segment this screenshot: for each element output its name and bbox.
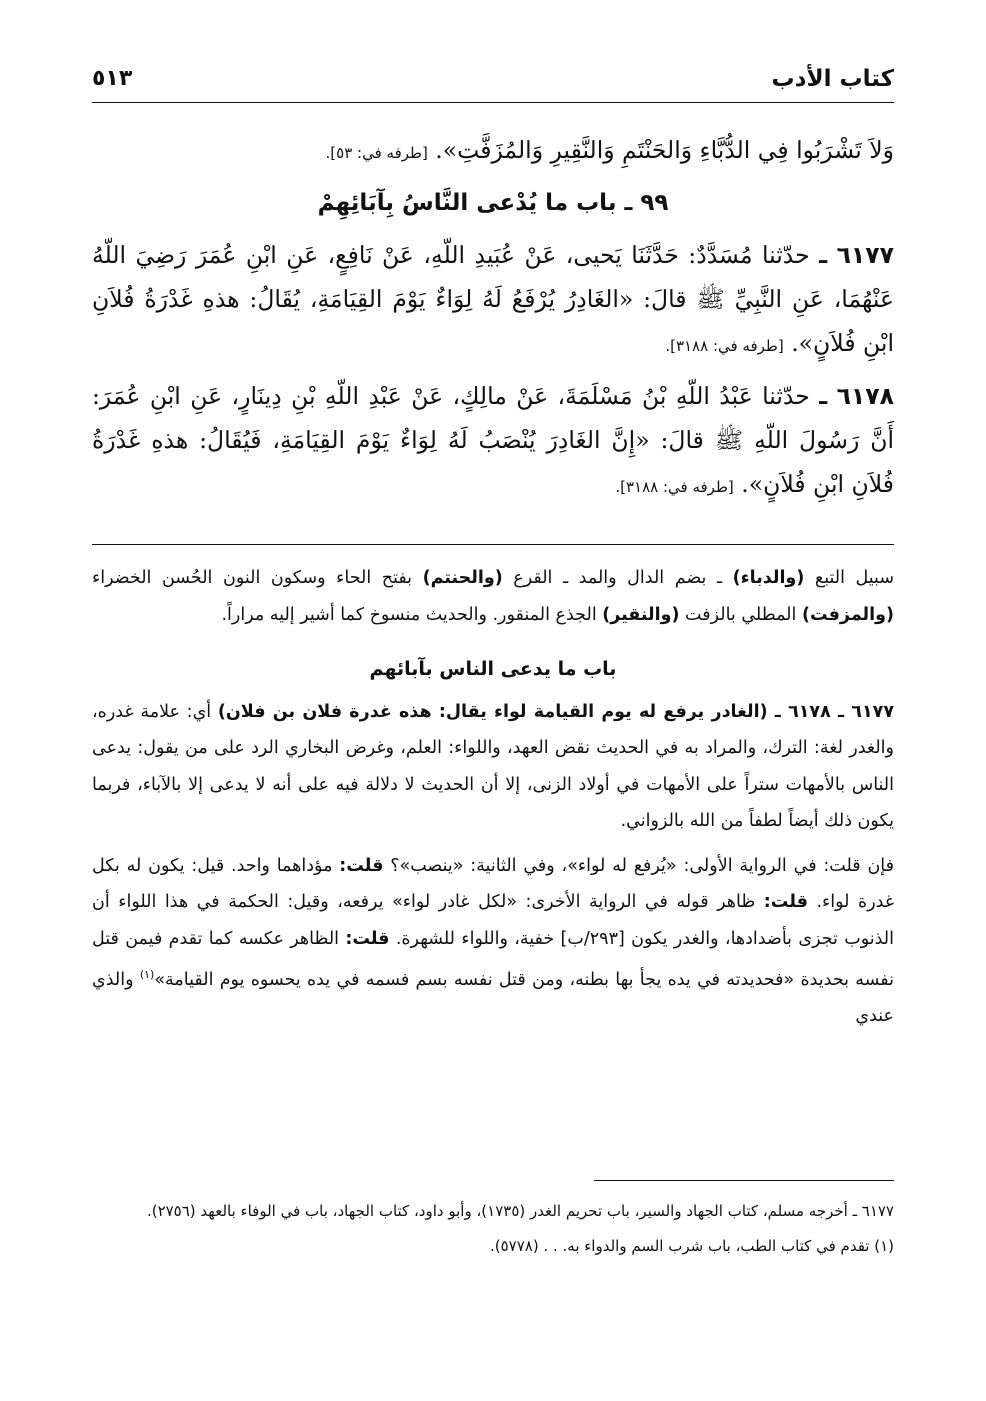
hadith-separator: ـ — [819, 241, 828, 269]
hadith-separator: ـ — [819, 382, 828, 410]
page-number: ٥١٣ — [92, 66, 133, 91]
commentary-term: (والمزفت) — [801, 604, 894, 625]
commentary-term: (والدباء) — [732, 568, 805, 588]
commentary-term: (والنقير) — [602, 604, 680, 625]
commentary-text: مؤداهما واحد. قيل: يكون له بكل غدرة لواء. — [92, 855, 894, 912]
hadith-paragraph — [92, 374, 894, 509]
hadith-text: حدّثنا مُسَدَّدٌ: حَدَّثَنَا يَحيى، عَنْ عُبَيدِ اللّهِ، عَنْ نَافِعٍ، عَنِ ابْنِ عُمَرَ رَضِيَ اللّهُ عَنْهُمَا، عَنِ النَّبِيِّ ﷺ قالَ: «الغَادِرُ يُرْفَعُ لَهُ لِوَاءٌ يَوْمَ القِيَامَةِ، يُقَالُ: هذهِ غَدْرَةُ فُلاَنِ ابْنِ فُلاَنٍ». — [92, 241, 894, 357]
section-divider — [92, 544, 894, 545]
commentary-text: الظاهر عكسه كما تقدم فيمن قتل نفسه بحديدة «فحديدته في يده يجأ بها بطنه، ومن قتل نفسه بسم فسمه في يده يحسوه يوم القيامة» — [92, 928, 895, 990]
cross-reference: [طرفه في: ٣١٨٨]. — [615, 478, 734, 496]
commentary-chapter-title: باب ما يدعى الناس بآبائهم — [369, 658, 617, 680]
commentary-text: والذي عندي — [92, 969, 894, 1027]
footnote-takhrij: ٦١٧٧ ـ أخرجه مسلم، كتاب الجهاد والسير، باب تحريم الغدر (١٧٣٥)، وأبو داود، كتاب الجهاد، باب في الوفاء بالعهد (٢٧٥٦). — [146, 1202, 894, 1220]
commentary-text: فإن قلت: في الرواية الأولى: «يُرفع له لواء»، وفي الثانية: «ينصب»؟ — [383, 855, 894, 876]
commentary-text: الجذع المنقور. والحديث منسوخ كما أشير إليه مراراً. — [221, 604, 603, 625]
commentary-text: بفتح الحاء وسكون النون الحُسن الخضراء — [92, 568, 423, 588]
hadith-paragraph — [92, 233, 894, 368]
hadith-number: ٦١٧٧ — [836, 241, 894, 269]
commentary-heading: ٦١٧٧ ـ ٦١٧٨ ـ (الغادر يرفع له يوم القيامة لواء يقال: هذه غدرة فلان بن فلان) — [217, 701, 895, 722]
continuation-text: وَلاَ تَشْرَبُوا فِي الدُّبَّاءِ وَالحَنْتَمِ وَالنَّقِيرِ وَالمُزَفَّتِ». — [435, 136, 894, 164]
hadith-text-section — [92, 128, 894, 515]
hadith-number: ٦١٧٨ — [836, 382, 894, 410]
commentary-term: (والحنتم) — [422, 568, 503, 588]
commentary-text: المطلي بالزفت — [679, 604, 802, 625]
cross-reference: [طرفه في: ٣١٨٨]. — [665, 337, 784, 355]
book-title: كتاب الأدب — [771, 66, 894, 92]
footnotes-section — [92, 1196, 894, 1266]
hadith-text: حدّثنا عَبْدُ اللّهِ بْنُ مَسْلَمَةَ، عَنْ مالِكٍ، عَنْ عَبْدِ اللّهِ بْنِ دِينَارٍ، عَنِ ابْنِ عُمَرَ: أَنَّ رَسُولَ اللّهِ ﷺ قالَ: «إِنَّ الغَادِرَ يُنْصَبُ لَهُ لِوَاءٌ يَوْمَ القِيَامَةِ، فَيُقَالُ: هذهِ غَدْرَةُ فُلاَنِ ابْنِ فُلاَنٍ». — [92, 382, 894, 498]
commentary-section — [92, 560, 894, 1043]
footnote-marker: (١) — [139, 968, 155, 981]
commentary-term: قلت: — [345, 928, 390, 949]
commentary-term: قلت: — [339, 855, 384, 876]
commentary-text: سبيل التبع — [804, 568, 894, 588]
cross-reference: [طرفه في: ٥٣]. — [325, 144, 428, 162]
continuation-paragraph — [92, 128, 894, 175]
commentary-text: ظاهر قوله في الرواية الأخرى: «لكل غادر لواء» يرفعه، وقيل: الحكمة في هذا اللواء أن الذنوب تجزى بأضدادها، والغدر يكون [٢٩٣/ب] خفية، واللواء للشهرة. — [92, 892, 894, 949]
commentary-text: أي: علامة غدره، والغدر لغة: الترك، والمراد به في الحديث نقض العهد، واللواء: العلم، وغرض البخاري الرد على من يقول: يدعى الناس بالأمهات ستراً على الأمهات في أولاد الزنى، إلا أن الحديث لا دلالة فيه على أنه لا يدعى إلا بالآباء، فربما يكون ذلك أيضاً لطفاً من الله بالزواني. — [92, 701, 894, 831]
footnote-divider — [594, 1180, 894, 1181]
commentary-paragraph — [92, 560, 894, 633]
chapter-title: ٩٩ ـ باب ما يُدْعى النَّاسُ بِآبَائِهِمْ — [317, 190, 669, 216]
commentary-term: قلت: — [763, 892, 808, 912]
running-header — [92, 62, 894, 103]
footnote-1: (١) تقدم في كتاب الطب، باب شرب السم والدواء به. . . (٥٧٧٨). — [489, 1237, 894, 1255]
commentary-paragraph — [92, 848, 894, 1035]
commentary-paragraph — [92, 694, 894, 840]
commentary-text: ـ بضم الدال والمد ـ القرع — [502, 568, 733, 588]
